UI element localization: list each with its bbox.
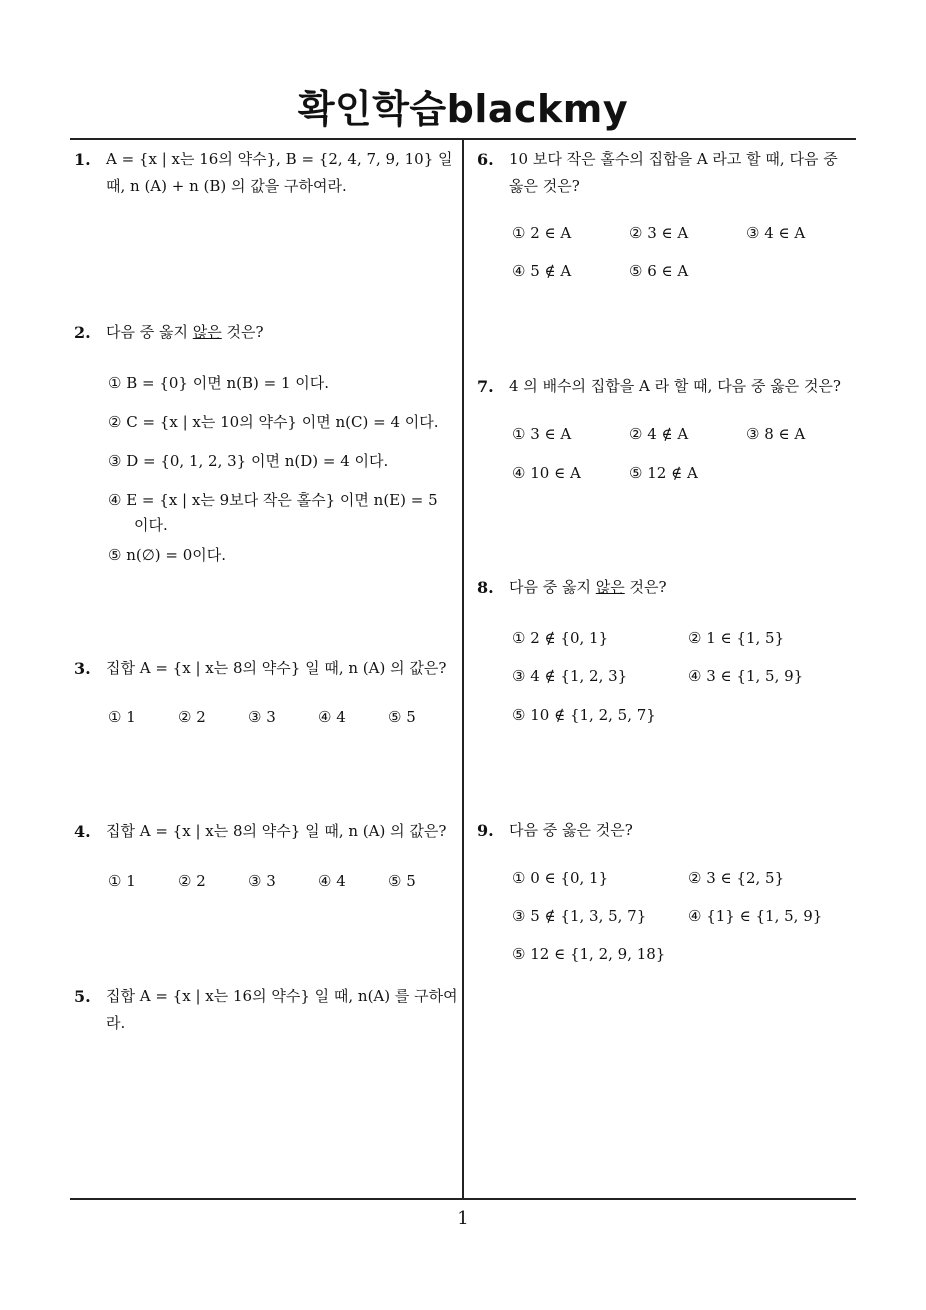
option-5[interactable]: ⑤ 5 (388, 872, 416, 890)
option-5[interactable]: ⑤ 12 ∉ A (629, 464, 698, 482)
option-3[interactable]: ③ 4 ∈ A (746, 224, 806, 242)
question-text: A = {x | x는 16의 약수}, B = {2, 4, 7, 9, 10} 일 때, n (A) + n (B) 의 값을 구하여라. (106, 150, 453, 195)
option-5[interactable]: ⑤ n(∅) = 0이다. (108, 546, 227, 564)
option-3[interactable]: ③ D = {0, 1, 2, 3} 이면 n(D) = 4 이다. (108, 452, 389, 470)
option-3[interactable]: ③ 3 (248, 708, 276, 726)
question-text: 4 의 배수의 집합을 A 라 할 때, 다음 중 옳은 것은? (509, 377, 841, 395)
column-divider (462, 139, 464, 1199)
question-number: 2. (74, 323, 91, 342)
question-number: 5. (74, 987, 91, 1006)
option-3[interactable]: ③ 3 (248, 872, 276, 890)
option-1[interactable]: ① 1 (108, 872, 136, 890)
option-4[interactable]: ④ E = {x | x는 9보다 작은 홀수} 이면 n(E) = 5 (108, 491, 438, 509)
option-1[interactable]: ① B = {0} 이면 n(B) = 1 이다. (108, 374, 330, 392)
question-number: 7. (477, 377, 494, 396)
page-title: 확인학습blackmy (297, 87, 629, 131)
question-text: 10 보다 작은 홀수의 집합을 A 라고 할 때, 다음 중 옳은 것은? (509, 150, 838, 195)
option-4[interactable]: ④ 4 (318, 708, 346, 726)
option-1[interactable]: ① 2 ∉ {0, 1} (512, 629, 609, 647)
option-2[interactable]: ② 3 ∈ {2, 5} (688, 869, 785, 887)
option-2[interactable]: ② 3 ∈ A (629, 224, 689, 242)
question-number: 9. (477, 821, 494, 840)
option-5[interactable]: ⑤ 12 ∈ {1, 2, 9, 18} (512, 945, 666, 963)
option-4-continuation: 이다. (134, 516, 168, 534)
question-number: 8. (477, 578, 494, 597)
option-1[interactable]: ① 1 (108, 708, 136, 726)
option-4[interactable]: ④ {1} ∈ {1, 5, 9} (688, 907, 823, 925)
bottom-rule (70, 1198, 856, 1200)
option-2[interactable]: ② 2 (178, 872, 206, 890)
question-text: 다음 중 옳지 않은 것은? (106, 323, 264, 341)
option-2[interactable]: ② 4 ∉ A (629, 425, 689, 443)
option-2[interactable]: ② 2 (178, 708, 206, 726)
option-5[interactable]: ⑤ 6 ∈ A (629, 262, 689, 280)
option-1[interactable]: ① 0 ∈ {0, 1} (512, 869, 609, 887)
question-number: 4. (74, 822, 91, 841)
option-2[interactable]: ② C = {x | x는 10의 약수} 이면 n(C) = 4 이다. (108, 413, 439, 431)
question-text: 다음 중 옳지 않은 것은? (509, 578, 667, 596)
option-4[interactable]: ④ 3 ∈ {1, 5, 9} (688, 667, 804, 685)
option-3[interactable]: ③ 5 ∉ {1, 3, 5, 7} (512, 907, 647, 925)
option-1[interactable]: ① 3 ∈ A (512, 425, 572, 443)
option-4[interactable]: ④ 5 ∉ A (512, 262, 572, 280)
option-1[interactable]: ① 2 ∈ A (512, 224, 572, 242)
question-text: 다음 중 옳은 것은? (509, 821, 633, 839)
question-number: 1. (74, 150, 91, 169)
option-2[interactable]: ② 1 ∈ {1, 5} (688, 629, 785, 647)
option-5[interactable]: ⑤ 10 ∉ {1, 2, 5, 7} (512, 706, 656, 724)
option-4[interactable]: ④ 4 (318, 872, 346, 890)
option-5[interactable]: ⑤ 5 (388, 708, 416, 726)
option-3[interactable]: ③ 4 ∉ {1, 2, 3} (512, 667, 628, 685)
question-number: 6. (477, 150, 494, 169)
question-number: 3. (74, 659, 91, 678)
option-4[interactable]: ④ 10 ∈ A (512, 464, 581, 482)
question-text: 집합 A = {x | x는 8의 약수} 일 때, n (A) 의 값은? (106, 659, 447, 677)
question-text: 집합 A = {x | x는 16의 약수} 일 때, n(A) 를 구하여 라. (106, 987, 458, 1032)
option-3[interactable]: ③ 8 ∈ A (746, 425, 806, 443)
page-number: 1 (457, 1208, 469, 1229)
question-text: 집합 A = {x | x는 8의 약수} 일 때, n (A) 의 값은? (106, 822, 447, 840)
